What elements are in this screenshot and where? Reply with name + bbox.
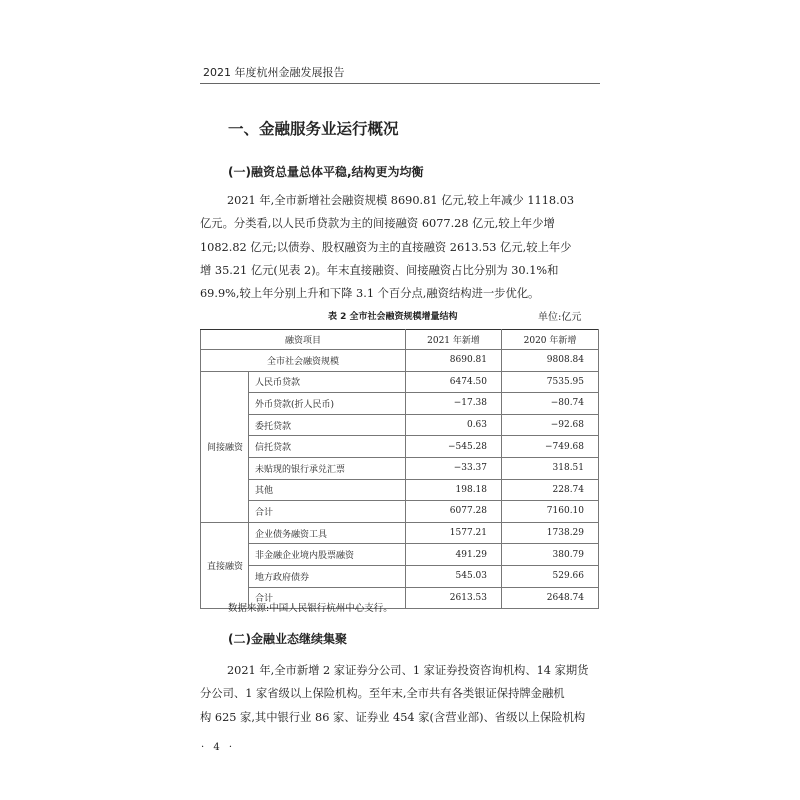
cell-2020: 1738.29: [502, 522, 599, 544]
cell-2021: 6077.28: [406, 501, 502, 523]
table-row: [201, 479, 599, 501]
table-row: [201, 393, 599, 415]
table-row: [201, 350, 599, 372]
cell-2020: −749.68: [502, 436, 599, 458]
table-row: [201, 371, 599, 393]
cell-2020: 9808.84: [502, 350, 599, 372]
column-header: 融资项目: [201, 330, 406, 350]
cell-2020: 7160.10: [502, 501, 599, 523]
table-row: [201, 544, 599, 566]
cell-2020: 380.79: [502, 544, 599, 566]
page-number: · 4 ·: [201, 742, 236, 753]
cell-2021: 6474.50: [406, 371, 502, 393]
running-header: 2021 年度杭州金融发展报告: [203, 66, 345, 79]
paragraph-line: 构 625 家,其中银行业 86 家、证券业 454 家(含营业部)、省级以上保险机构: [200, 710, 586, 724]
row-label: 地方政府债券: [249, 565, 406, 587]
table-row: [201, 457, 599, 479]
paragraph-line: 分公司、1 家省级以上保险机构。至年末,全市共有各类银证保持牌金融机: [200, 687, 565, 701]
row-label: 其他: [249, 479, 406, 501]
cell-2020: 318.51: [502, 457, 599, 479]
cell-2020: −80.74: [502, 393, 599, 415]
column-header: 2020 年新增: [502, 330, 599, 350]
table-unit: 单位:亿元: [538, 312, 582, 323]
paragraph-line: 2021 年,全市新增 2 家证券分公司、1 家证券投资咨询机构、14 家期货: [227, 664, 589, 677]
table-row: [201, 522, 599, 544]
paragraph-line: 69.9%,较上年分别上升和下降 3.1 个百分点,融资结构进一步优化。: [200, 287, 540, 301]
cell-2021: −33.37: [406, 457, 502, 479]
row-label: 信托贷款: [249, 436, 406, 458]
cell-2021: 8690.81: [406, 350, 502, 372]
cell-2020: 7535.95: [502, 371, 599, 393]
row-label: 企业债务融资工具: [249, 522, 406, 544]
cell-2021: −545.28: [406, 436, 502, 458]
cell-2020: 2648.74: [502, 587, 599, 609]
cell-2021: 545.03: [406, 565, 502, 587]
table-row: [201, 414, 599, 436]
cell-2021: 1577.21: [406, 522, 502, 544]
table-row: [201, 565, 599, 587]
paragraph-1: [200, 189, 600, 305]
group-label-direct: 直接融资: [201, 522, 249, 608]
cell-2021: −17.38: [406, 393, 502, 415]
row-label: 未贴现的银行承兑汇票: [249, 457, 406, 479]
row-label: 非金融企业境内股票融资: [249, 544, 406, 566]
table-row: [201, 501, 599, 523]
row-label: 人民币贷款: [249, 371, 406, 393]
row-label: 全市社会融资规模: [201, 350, 406, 372]
paragraph-2: [200, 659, 600, 729]
paragraph-line: 增 35.21 亿元(见表 2)。年末直接融资、间接融资占比分别为 30.1%和: [200, 263, 559, 277]
table-caption: 表 2 全市社会融资规模增量结构: [328, 312, 458, 322]
cell-2020: 228.74: [502, 479, 599, 501]
group-label-indirect: 间接融资: [201, 371, 249, 522]
table-source-note: 数据来源:中国人民银行杭州中心支行。: [228, 603, 393, 614]
cell-2021: 0.63: [406, 414, 502, 436]
subsection-heading-2: (二)金融业态继续集聚: [228, 632, 347, 646]
paragraph-line: 亿元。分类看,以人民币贷款为主的间接融资 6077.28 亿元,较上年少增: [200, 217, 555, 231]
paragraph-line: 2021 年,全市新增社会融资规模 8690.81 亿元,较上年减少 1118.03: [227, 194, 575, 207]
section-heading: 一、金融服务业运行概况: [228, 120, 399, 138]
cell-2021: 198.18: [406, 479, 502, 501]
table-header-row: [201, 330, 599, 350]
subsection-heading-1: (一)融资总量总体平稳,结构更为均衡: [228, 165, 424, 179]
column-header: 2021 年新增: [406, 330, 502, 350]
cell-2020: 529.66: [502, 565, 599, 587]
row-label: 合计: [249, 501, 406, 523]
cell-2021: 2613.53: [406, 587, 502, 609]
header-rule: [200, 83, 600, 84]
paragraph-line: 1082.82 亿元;以债券、股权融资为主的直接融资 2613.53 亿元,较上年少: [200, 240, 572, 254]
row-label: 外币贷款(折人民币): [249, 393, 406, 415]
cell-2020: −92.68: [502, 414, 599, 436]
financing-table: [200, 329, 599, 609]
table-row: [201, 436, 599, 458]
row-label: 合计: [249, 587, 406, 609]
row-label: 委托贷款: [249, 414, 406, 436]
cell-2021: 491.29: [406, 544, 502, 566]
